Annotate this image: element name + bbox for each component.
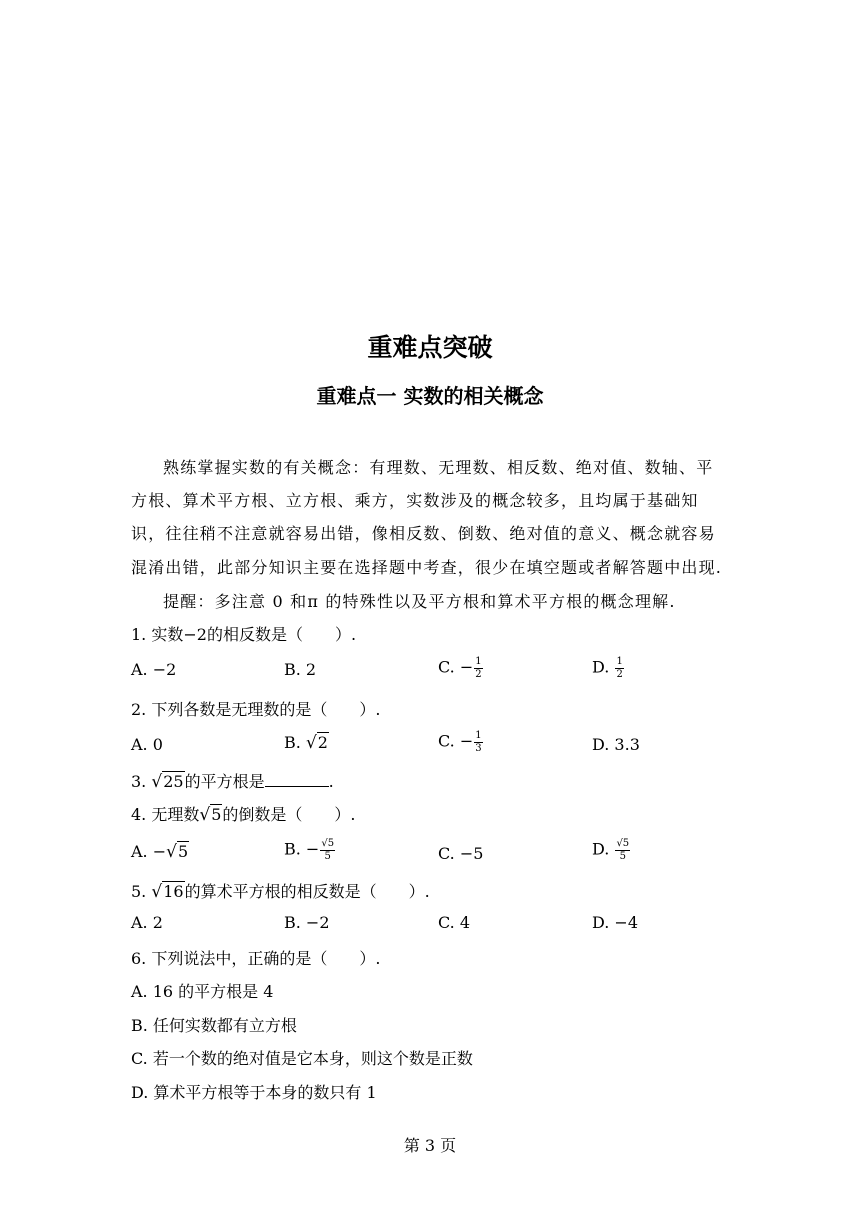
sqrt-expression: √25 <box>151 772 184 792</box>
sqrt-expression: √2 <box>305 733 328 753</box>
question-4-stem <box>131 802 355 825</box>
intro-line-3: 识，往往稍不注意就容易出错，像相反数、倒数、绝对值的意义、概念就容易 <box>131 524 716 543</box>
denominator: 2 <box>616 668 623 680</box>
q3-prefix: 3. <box>131 772 152 791</box>
q2-option-c-prefix: C. − <box>438 731 474 751</box>
q4-option-b-prefix: B. − <box>284 839 320 859</box>
fraction <box>474 656 482 680</box>
q2-option-d: D. 3.3 <box>592 735 640 754</box>
numerator: 1 <box>616 656 623 667</box>
intro-line-2: 方根、算术平方根、立方根、乘方，实数涉及的概念较多，且均属于基础知 <box>131 491 699 510</box>
q4-option-c: C. −5 <box>438 844 484 863</box>
question-1-stem: 1. 实数−2的相反数是（ ）. <box>131 625 357 644</box>
denominator: 2 <box>475 668 482 680</box>
radicand: 25 <box>163 772 184 791</box>
fraction <box>474 730 482 754</box>
fraction <box>320 838 335 862</box>
section-title: 重难点一 实数的相关概念 <box>316 384 544 408</box>
radicand: 5 <box>211 805 222 824</box>
fraction <box>615 838 630 862</box>
radicand: 2 <box>317 733 328 752</box>
numerator: √5 <box>321 838 335 849</box>
sqrt-expression: √5 <box>199 805 222 825</box>
answer-blank <box>265 771 329 787</box>
denominator: 5 <box>324 850 331 862</box>
intro-line-1: 熟练掌握实数的有关概念：有理数、无理数、相反数、绝对值、数轴、平 <box>163 458 714 477</box>
q4-option-d-prefix: D. <box>592 839 615 859</box>
q2-option-c <box>438 730 484 754</box>
q2-option-b-prefix: B. <box>284 733 306 752</box>
q6-option-c: C. 若一个数的绝对值是它本身，则这个数是正数 <box>131 1049 473 1068</box>
q4-option-b <box>284 838 336 862</box>
q5-suffix: 的算术平方根的相反数是（ ）. <box>184 882 430 901</box>
q4-option-a <box>131 842 189 862</box>
q6-option-a: A. 16 的平方根是 4 <box>131 982 274 1001</box>
q6-option-b: B. 任何实数都有立方根 <box>131 1016 297 1035</box>
q4-option-a-prefix: A. − <box>131 842 167 861</box>
q6-option-d: D. 算术平方根等于本身的数只有 1 <box>131 1083 377 1102</box>
q5-option-b: B. −2 <box>284 913 330 932</box>
q3-end: . <box>328 772 334 791</box>
fraction <box>615 656 623 680</box>
q3-suffix: 的平方根是 <box>184 772 265 791</box>
question-3-stem <box>131 769 334 792</box>
numerator: √5 <box>616 838 630 849</box>
question-6-stem: 6. 下列说法中，正确的是（ ）. <box>131 949 381 968</box>
q5-prefix: 5. <box>131 882 152 901</box>
numerator: 1 <box>475 730 482 741</box>
sqrt-expression: √16 <box>151 882 184 902</box>
q1-option-b: B. 2 <box>284 660 317 679</box>
q1-option-c-prefix: C. − <box>438 657 474 677</box>
q4-prefix: 4. 无理数 <box>131 805 200 824</box>
reminder-text: 提醒：多注意 0 和π 的特殊性以及平方根和算术平方根的概念理解. <box>163 592 676 611</box>
q1-option-c <box>438 656 484 680</box>
question-2-stem: 2. 下列各数是无理数的是（ ）. <box>131 700 381 719</box>
numerator: 1 <box>475 656 482 667</box>
q5-option-c: C. 4 <box>438 913 471 932</box>
question-5-stem <box>131 879 430 902</box>
q5-option-a: A. 2 <box>131 913 163 932</box>
radicand: 5 <box>177 842 189 861</box>
q4-suffix: 的倒数是（ ）. <box>222 805 356 824</box>
q4-option-d <box>592 838 631 862</box>
q2-option-a: A. 0 <box>131 735 163 754</box>
denominator: 3 <box>475 742 482 754</box>
radicand: 16 <box>163 882 184 901</box>
q1-option-a: A. −2 <box>131 660 177 679</box>
q1-option-d-prefix: D. <box>592 657 615 677</box>
denominator: 5 <box>619 850 626 862</box>
q2-option-b <box>284 733 329 753</box>
page-number: 第 3 页 <box>403 1136 457 1155</box>
q1-option-d <box>592 656 625 680</box>
intro-line-4: 混淆出错，此部分知识主要在选择题中考查，很少在填空题或者解答题中出现. <box>131 558 723 577</box>
sqrt-expression: √5 <box>166 842 189 862</box>
q5-option-d: D. −4 <box>592 913 639 932</box>
page-title: 重难点突破 <box>367 333 493 362</box>
